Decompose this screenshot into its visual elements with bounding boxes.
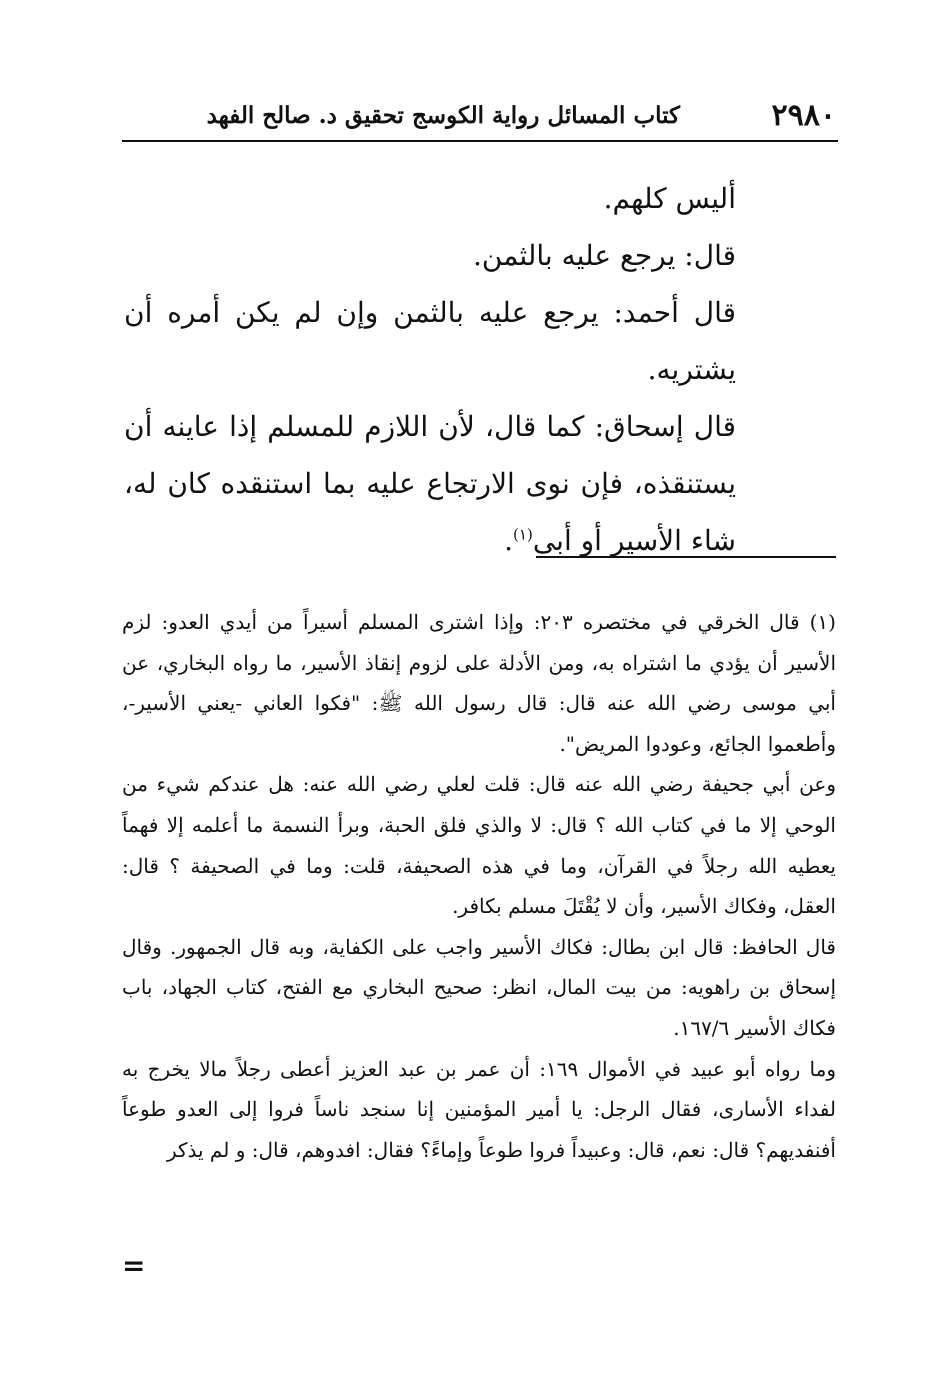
footnotes	[122, 602, 836, 1170]
main-paragraph-4-text: قال إسحاق: كما قال، لأن اللازم للمسلم إذا عاينه أن يستنقذه، فإن نوى الارتجاع عليه بما استنقده كان له، شاء الأسير أو أبى	[124, 410, 736, 557]
footnote-paragraph-3: قال الحافظ: قال ابن بطال: فكاك الأسير واجب على الكفاية، وبه قال الجمهور. وقال إسحاق بن راهويه: من بيت المال، انظر: صحيح البخاري مع الفتح، كتاب الجهاد، باب فكاك الأسير ١٦٧/٦.	[122, 934, 837, 1040]
main-paragraph-1: أليس كلهم.	[603, 182, 736, 215]
running-title: كتاب المسائل رواية الكوسج تحقيق د. صالح الفهد	[206, 102, 680, 129]
page-number: ٢٩٨٠	[771, 98, 836, 133]
main-paragraph-3: قال أحمد: يرجع عليه بالثمن وإن لم يكن أمره أن يشتريه.	[124, 296, 736, 386]
main-paragraph-2: قال: يرجع عليه بالثمن.	[473, 239, 736, 272]
page-header	[122, 88, 838, 142]
footnote-paragraph-2: وعن أبي جحيفة رضي الله عنه قال: قلت لعلي رضي الله عنه: هل عندكم شيء من الوحي إلا ما في كتاب الله ؟ قال: لا والذي فلق الحبة، وبرأ النسمة ما أعلمه إلا فهماً يعطيه الله رجلاً في القرآن، وما في هذه الصحيفة، قلت: وما في الصحيفة ؟ قال: العقل، وفكاك الأسير، وأن لا يُقْتَلَ مسلم بكافر.	[122, 772, 836, 919]
main-paragraph-4	[124, 398, 736, 569]
continuation-mark: =	[122, 1249, 146, 1282]
footnote-reference[interactable]: (١)	[513, 525, 533, 544]
footnote-separator	[536, 556, 836, 558]
main-paragraph-4-end: .	[504, 524, 514, 557]
footnote-paragraph-4: وما رواه أبو عبيد في الأموال ١٦٩: أن عمر بن عبد العزيز أعطى رجلاً مالا يخرج به لفداء الأسارى، فقال الرجل: يا أمير المؤمنين إنا سنجد ناساً فروا إلى العدو طوعاً أفنفديهم؟ قال: نعم، قال: وعبيداً فروا طوعاً وإماءً؟ فقال: افدوهم، قال: و لم يذكر	[122, 1056, 836, 1162]
main-text	[124, 170, 736, 569]
footnote-paragraph-1: (١) قال الخرقي في مختصره ٢٠٣: وإذا اشترى المسلم أسيراً من أيدي العدو: لزم الأسير أن يؤدي ما اشتراه به، ومن الأدلة على لزوم إنقاذ الأسير، ما رواه البخاري، عن أبي موسى رضي الله عنه قال: قال رسول الله ﷺ: "فكوا العاني -يعني الأسير-، وأطعموا الجائع، وعودوا المريض".	[122, 610, 836, 756]
